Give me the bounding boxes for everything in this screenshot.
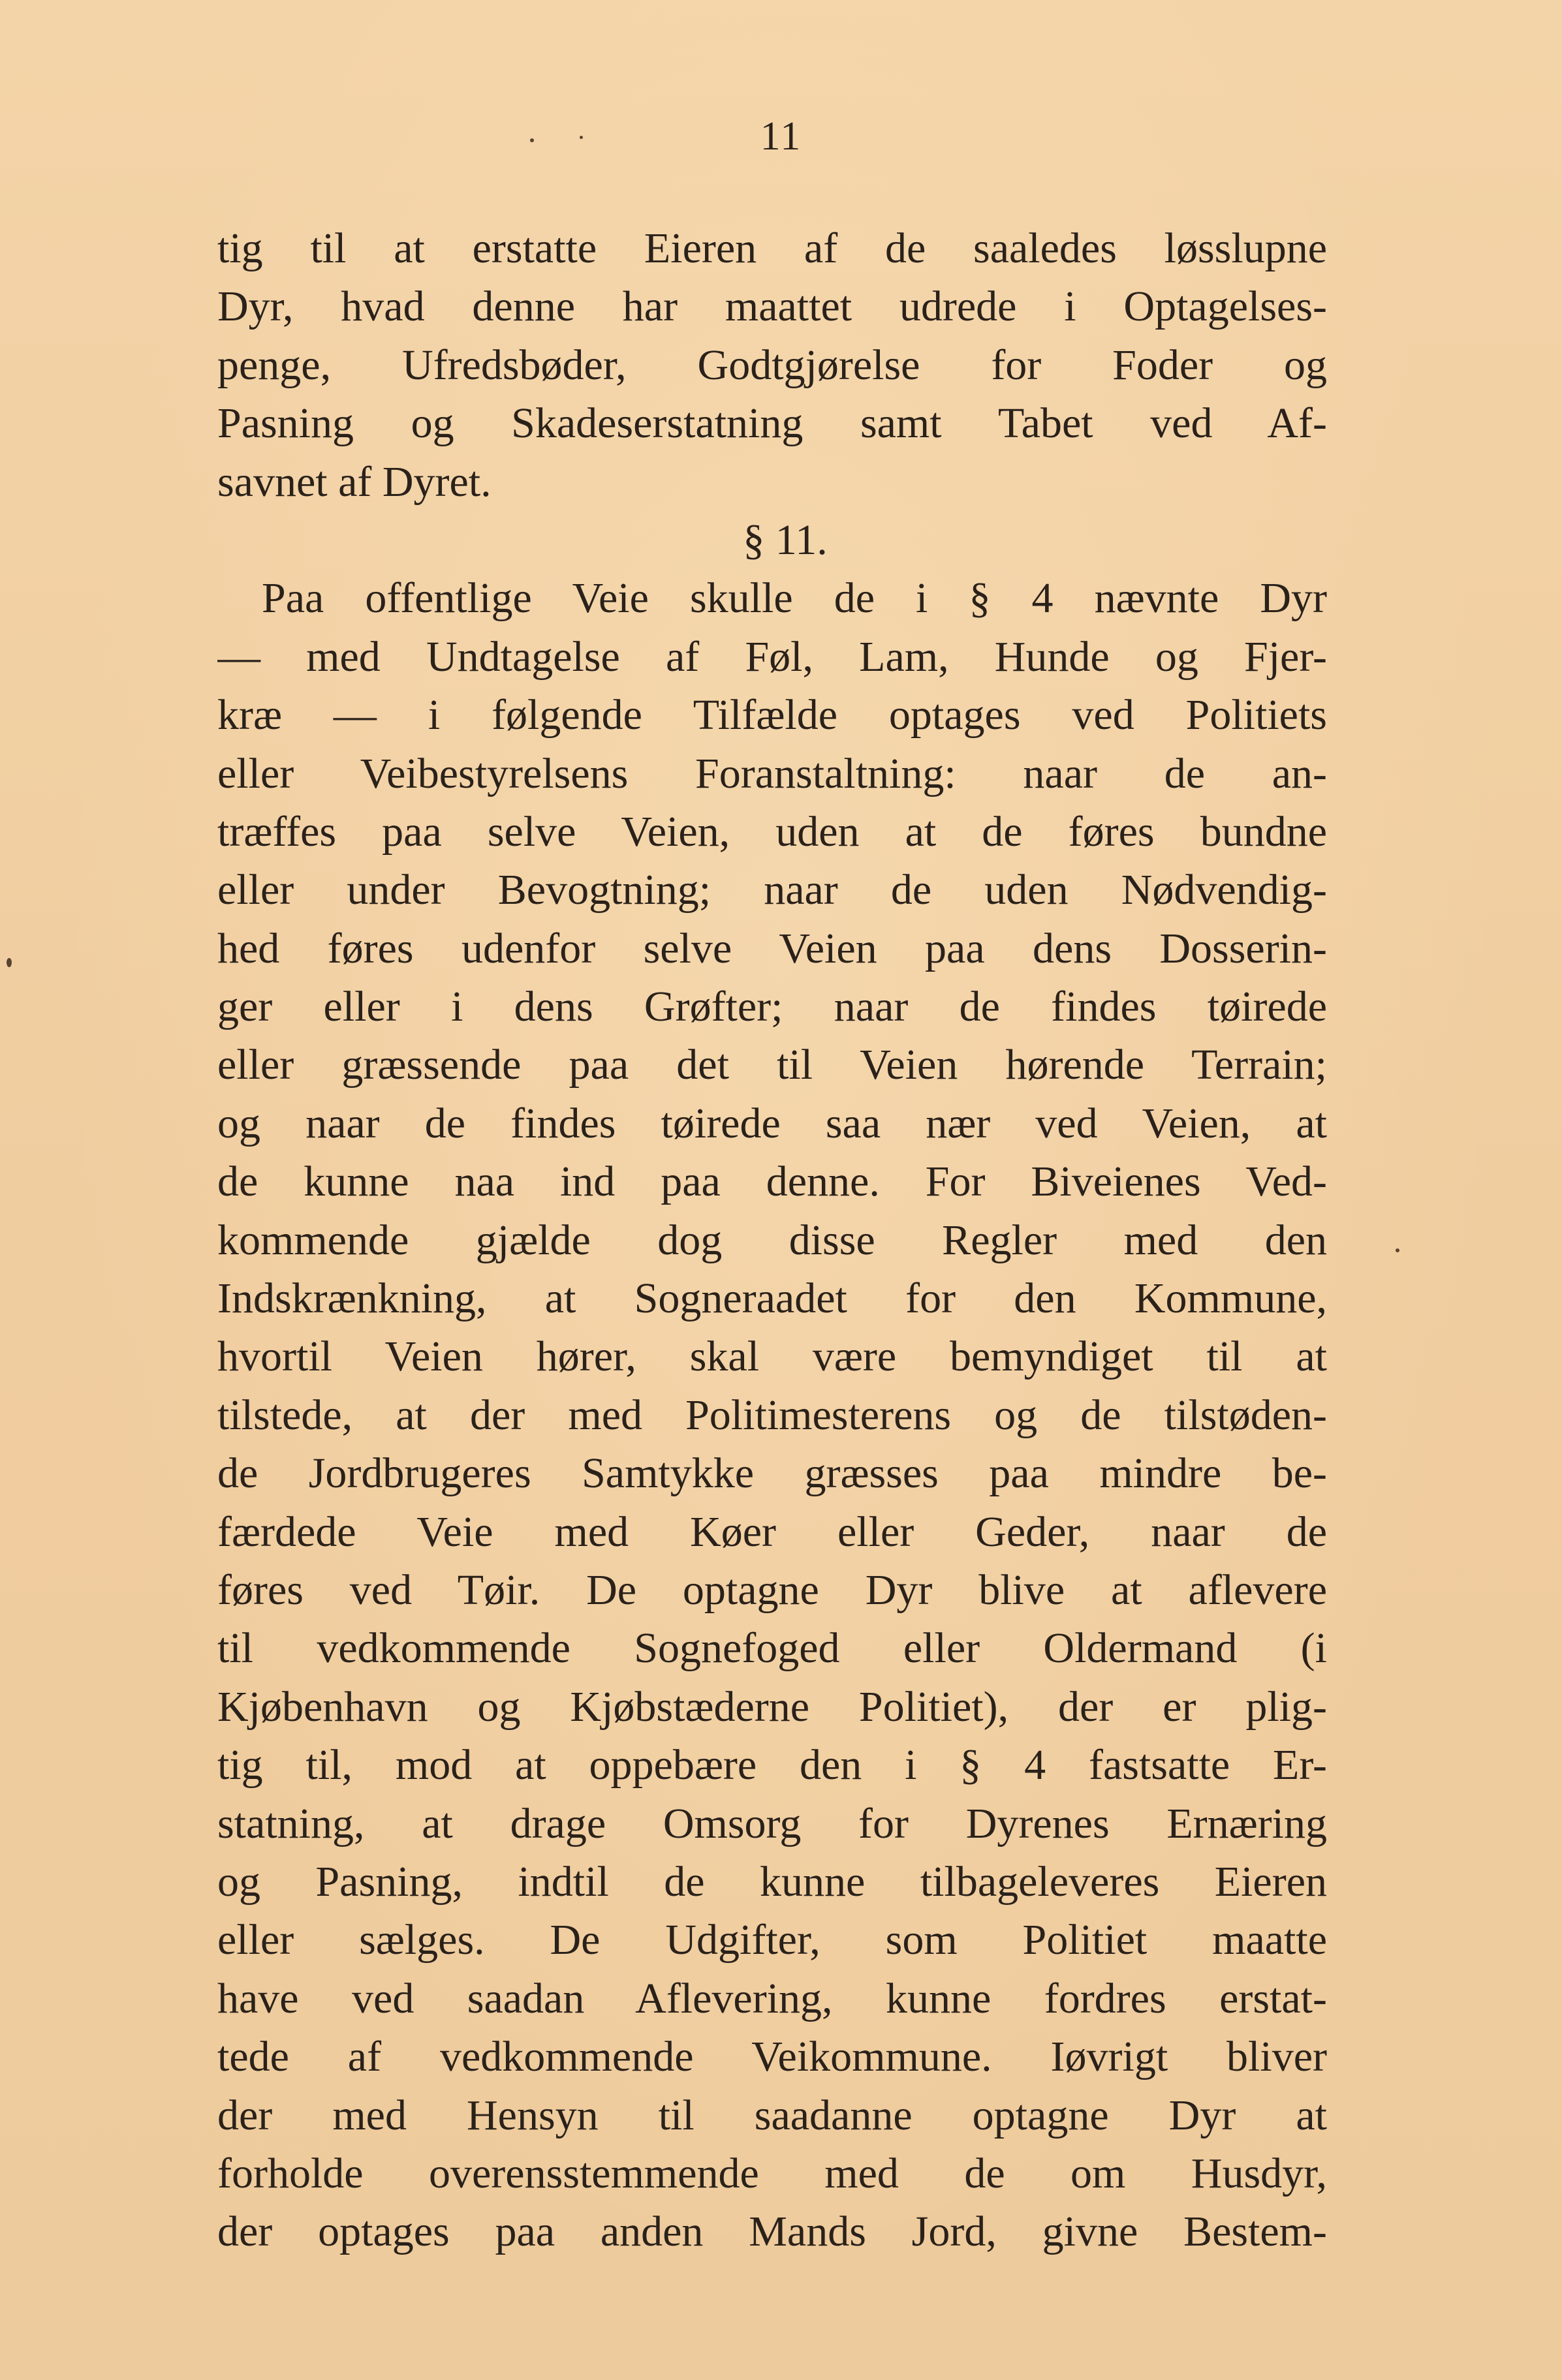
section-heading: § 11. [743,516,828,564]
page-body [217,219,1327,2261]
text-line: penge, Ufredsbøder, Godtgjørelse for Foder og [217,341,1327,389]
text-line: hed føres udenfor selve Veien paa dens Dosserin- [217,924,1327,972]
text-line: der med Hensyn til saadanne optagne Dyr at [217,2091,1327,2139]
text-line: tede af vedkommende Veikommune. Iøvrigt bliver [217,2033,1327,2081]
text-line: der optages paa anden Mands Jord, givne Bestem- [217,2208,1327,2256]
text-line: eller sælges. De Udgifter, som Politiet maatte [217,1916,1327,1964]
text-line: eller Veibestyrelsens Foranstaltning: naar de an- [217,749,1327,797]
ink-speck [1396,1248,1399,1252]
text-line: de Jordbrugeres Samtykke græsses paa mindre be- [217,1449,1327,1498]
text-line: Kjøbenhavn og Kjøbstæderne Politiet), der er plig- [217,1682,1327,1731]
text-line: træffes paa selve Veien, uden at de føres bundne [217,807,1327,856]
ink-speck [580,136,583,139]
text-line: ger eller i dens Grøfter; naar de findes tøirede [217,983,1327,1031]
text-line: tilstede, at der med Politimesterens og de tilstøden- [217,1391,1327,1439]
text-line: Pasning og Skadeserstatning samt Tabet ved Af- [217,399,1327,448]
text-line: færdede Veie med Køer eller Geder, naar de [217,1507,1327,1556]
text-line: hvortil Veien hører, skal være bemyndiget til at [217,1333,1327,1381]
text-line: tig til at erstatte Eieren af de saaledes løsslupne [217,224,1327,272]
text-line: og naar de findes tøirede saa nær ved Veien, at [217,1099,1327,1147]
text-line: til vedkommende Sognefoged eller Oldermand (i [217,1624,1327,1673]
text-line: føres ved Tøir. De optagne Dyr blive at aflevere [217,1566,1327,1614]
text-line: de kunne naa ind paa denne. For Biveienes Ved- [217,1158,1327,1206]
text-line: Dyr, hvad denne har maattet udrede i Optagelses- [217,283,1327,331]
text-line: Paa offentlige Veie skulle de i § 4 nævnte Dyr [262,574,1327,623]
text-line: tig til, mod at oppebære den i § 4 fastsatte Er- [217,1741,1327,1789]
text-line: savnet af Dyret. [217,457,492,506]
text-line: eller under Bevogtning; naar de uden Nødvendig- [217,866,1327,914]
text-line: kræ — i følgende Tilfælde optages ved Politiets [217,691,1327,739]
text-line: eller græssende paa det til Veien hørende Terrain; [217,1041,1327,1089]
text-line: statning, at drage Omsorg for Dyrenes Ernæring [217,1799,1327,1847]
text-line: Indskrænkning, at Sogneraadet for den Kommune, [217,1275,1327,1323]
ink-speck [530,138,534,142]
text-line: — med Undtagelse af Føl, Lam, Hunde og Fjer- [217,632,1327,681]
ink-speck [7,958,12,967]
page-number: 11 [760,114,802,159]
text-line: have ved saadan Aflevering, kunne fordres erstat- [217,1974,1327,2022]
text-line: forholde overensstemmende med de om Husdyr, [217,2149,1327,2197]
text-line: kommende gjælde dog disse Regler med den [217,1216,1327,1264]
text-line: og Pasning, indtil de kunne tilbageleveres Eieren [217,1857,1327,1906]
